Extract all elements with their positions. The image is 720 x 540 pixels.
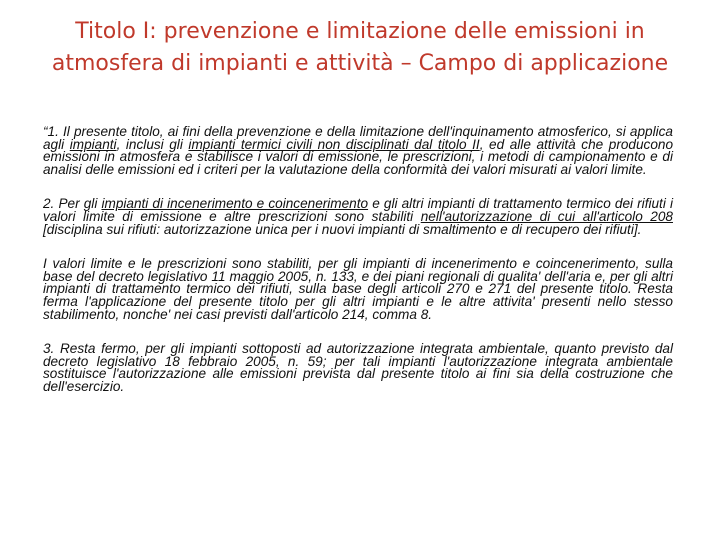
- paragraph-1-underline-termici: impianti termici civili non disciplinati dal titolo II: [188, 136, 480, 152]
- paragraph-2-text-c: [disciplina sui rifiuti: autorizzazione unica per i nuovi impianti di smaltimento e di recupero dei rifiuti].: [43, 221, 642, 237]
- slide-title: Titolo I: prevenzione e limitazione delle emissioni in atmosfera di impianti e attività – Campo di applicazione: [51, 19, 669, 76]
- paragraph-3: I valori limite e le prescrizioni sono stabiliti, per gli impianti di incenerimento e coincenerimento, sulla base del decreto legislativo 11 maggio 2005, n. 133, e dei piani regionali di qualita' dell'aria e, per gli altri impianti di trattamento termico dei rifiuti, sulla base degli articoli 270 e 271 del presente titolo. Resta ferma l'applicazione del presente titolo per gli altri impianti e le altre attivita' presenti nello stesso stabilimento, nonche' nei casi previsti dall'articolo 214, comma 8.: [43, 256, 673, 322]
- paragraph-2-text-b: e gli altri impianti di trattamento termico dei rifiuti i valori limite di emissione e altre prescrizioni sono stabiliti: [43, 196, 673, 224]
- paragraph-2: [43, 198, 673, 236]
- paragraph-2-underline-incenerimento: impianti di incenerimento e coincenerimento: [101, 196, 369, 212]
- paragraph-4: 3. Resta fermo, per gli impianti sottoposti ad autorizzazione integrata ambientale, quanto previsto dal decreto legislativo 18 febbraio 2005, n. 59; per tali impianti l'autorizzazione integrata ambientale sostituisce l'autorizzazione alle emissioni prevista dal presente titolo ai fini sia della costruzione che dell'esercizio.: [43, 341, 673, 394]
- paragraph-1-text-b: , inclusi gli: [116, 136, 189, 152]
- paragraph-2-text-a: 2. Per gli: [43, 196, 102, 212]
- slide-body: [43, 126, 673, 416]
- paragraph-1-text-c: , ed alle attività che producono emissioni in atmosfera e stabilisce i valori di emissione, le prescrizioni, i metodi di campionamento e di analisi delle emissioni ed i criteri per la valutazione della conformità dei valori misurati ai valori limite.: [43, 136, 674, 177]
- paragraph-1-text-a: “1. Il presente titolo, ai fini della prevenzione e della limitazione dell'inquinamento atmosferico, si applica agli: [43, 124, 673, 152]
- paragraph-2-underline-autorizzazione: nell'autorizzazione di cui all'articolo 208: [420, 208, 673, 224]
- paragraph-1: [43, 126, 673, 176]
- paragraph-1-underline-impianti: impianti: [69, 136, 117, 152]
